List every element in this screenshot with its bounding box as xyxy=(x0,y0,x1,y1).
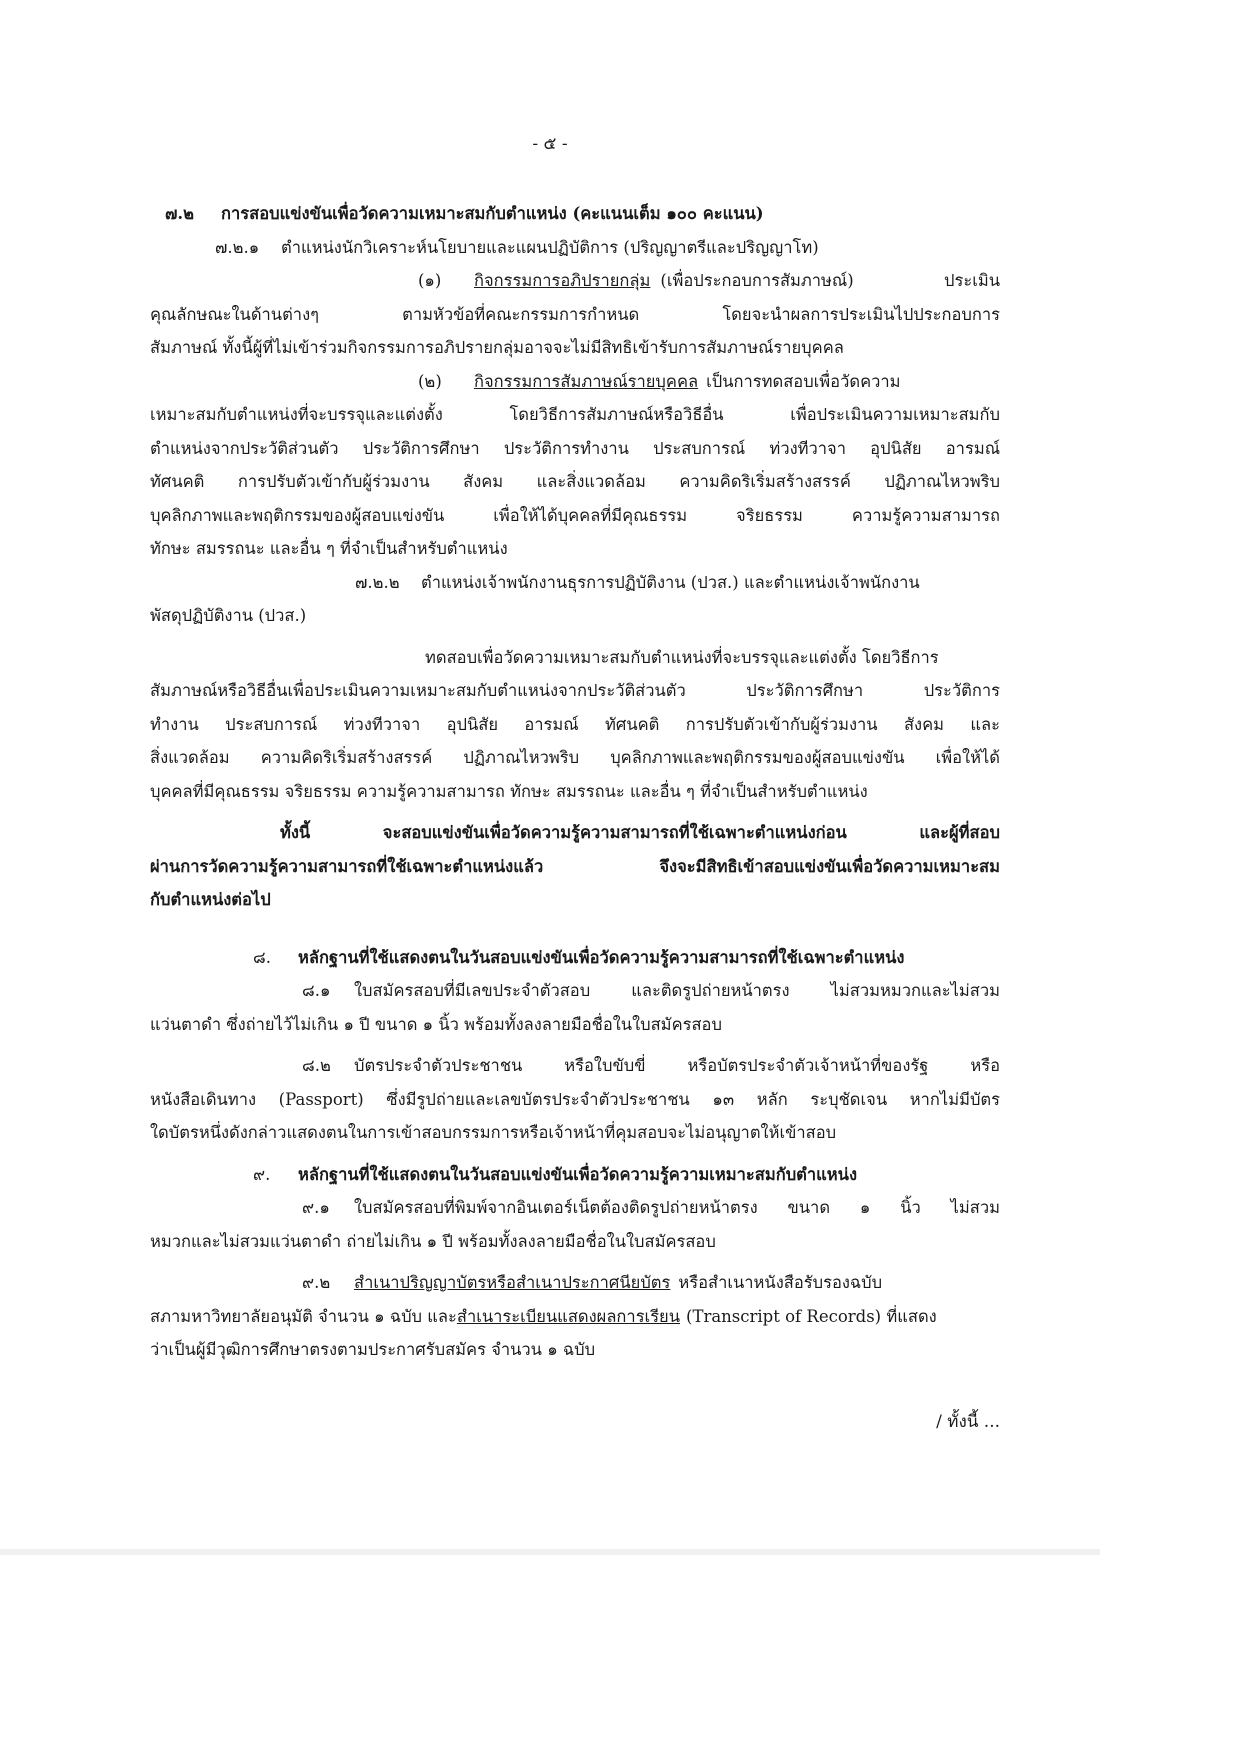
item-8-2-line-1 xyxy=(150,1049,1000,1083)
text-line: ตำแหน่งจากประวัติส่วนตัว ประวัติการศึกษา ประวัติการทำงาน ประสบการณ์ ท่วงทีวาจา อุปนิสัย อารมณ์ xyxy=(150,438,1000,458)
item-9-2-line-1 xyxy=(150,1266,1000,1300)
section-number: ๙. xyxy=(253,1164,271,1184)
paragraph-line xyxy=(150,599,1000,633)
item-number: (๑) xyxy=(418,271,442,290)
item-text: เป็นการทดสอบเพื่อวัดความ xyxy=(706,371,901,391)
section-number: ๘. xyxy=(253,947,271,967)
text-segment: สภามหาวิทยาลัยอนุมัติ จำนวน ๑ ฉบับ และ xyxy=(150,1306,457,1326)
item-2-line-1 xyxy=(150,365,1000,399)
item-text: หรือสำเนาหนังสือรับรองฉบับ xyxy=(678,1273,883,1292)
item-8-1-line-1 xyxy=(150,974,1000,1008)
item-text: ใบสมัครสอบที่มีเลขประจำตัวสอบ และติดรูปถ่ายหน้าตรง ไม่สวมหมวกและไม่สวม xyxy=(354,981,1000,1000)
section-title: หลักฐานที่ใช้แสดงตนในวันสอบแข่งขันเพื่อวัดความรู้ความสามารถที่ใช้เฉพาะตำแหน่ง xyxy=(298,947,905,967)
subsection-title: ตำแหน่งนักวิเคราะห์นโยบายและแผนปฏิบัติการ (ปริญญาตรีและปริญญาโท) xyxy=(281,237,819,257)
item-number: ๘.๒ xyxy=(302,1056,331,1075)
item-label: กิจกรรมการอภิปรายกลุ่ม xyxy=(474,271,651,290)
item-9-1-line-1 xyxy=(150,1191,1000,1225)
paragraph-line xyxy=(150,465,1000,499)
section-number: ๗.๒ xyxy=(165,204,195,223)
text-line: สิ่งแวดล้อม ความคิดริเริ่มสร้างสรรค์ ปฏิภาณไหวพริบ บุคลิกภาพและพฤติกรรมของผู้สอบแข่งขัน เพื่อให้ได้ xyxy=(150,748,1000,767)
paragraph-line xyxy=(150,674,1000,708)
subsection-number: ๗.๒.๑ xyxy=(215,237,260,257)
paragraph-line xyxy=(150,432,1000,466)
text-line: หนังสือเดินทาง (Passport) ซึ่งมีรูปถ่ายและเลขบัตรประจำตัวประชาชน ๑๓ หลัก ระบุชัดเจน หากไม่มีบัตร xyxy=(150,1089,1000,1109)
section-title: การสอบแข่งขันเพื่อวัดความเหมาะสมกับตำแหน่ง (คะแนนเต็ม ๑๐๐ คะแนน) xyxy=(221,204,764,223)
paragraph-line xyxy=(150,499,1000,533)
text-line: ผ่านการวัดความรู้ความสามารถที่ใช้เฉพาะตำแหน่งแล้ว จึงจะมีสิทธิเข้าสอบแข่งขันเพื่อวัดความเหมาะสม xyxy=(150,856,1000,876)
paragraph-line xyxy=(150,1116,1000,1150)
section-title: หลักฐานที่ใช้แสดงตนในวันสอบแข่งขันเพื่อวัดความรู้ความเหมาะสมกับตำแหน่ง xyxy=(298,1164,858,1184)
item-text: (เพื่อประกอบการสัมภาษณ์) ประเมิน xyxy=(660,271,1000,290)
text-line: ทั้งนี้ จะสอบแข่งขันเพื่อวัดความรู้ความสามารถที่ใช้เฉพาะตำแหน่งก่อน และผู้ที่สอบ xyxy=(280,823,1000,842)
item-number: ๘.๑ xyxy=(302,981,331,1000)
continuation-marker: / ทั้งนี้ ... xyxy=(936,1412,1000,1432)
item-label: สำเนาปริญญาบัตรหรือสำเนาประกาศนียบัตร xyxy=(354,1273,671,1292)
item-text: บัตรประจำตัวประชาชน หรือใบขับขี่ หรือบัตรประจำตัวเจ้าหน้าที่ของรัฐ หรือ xyxy=(354,1056,1000,1075)
text-line: กับตำแหน่งต่อไป xyxy=(150,890,271,909)
text-line: บุคลิกภาพและพฤติกรรมของผู้สอบแข่งขัน เพื่อให้ได้บุคคลที่มีคุณธรรม จริยธรรม ความรู้ความสามารถ xyxy=(150,505,1000,525)
subsection-7-2-2-heading xyxy=(150,566,1000,600)
paragraph-line xyxy=(150,1008,1000,1042)
item-number: ๙.๒ xyxy=(302,1273,331,1292)
section-7-2-heading xyxy=(150,197,1000,231)
subsection-title: ตำแหน่งเจ้าพนักงานธุรการปฏิบัติงาน (ปวส.) และตำแหน่งเจ้าพนักงาน xyxy=(421,572,920,592)
text-segment: (Transcript of Records) ที่แสดง xyxy=(686,1306,937,1326)
text-line: ทัศนคติ การปรับตัวเข้ากับผู้ร่วมงาน สังคม และสิ่งแวดล้อม ความคิดริเริ่มสร้างสรรค์ ปฏิภาณไหวพริบ xyxy=(150,472,1000,491)
item-1-line-1 xyxy=(150,264,1000,298)
text-line: พัสดุปฏิบัติงาน (ปวส.) xyxy=(150,606,307,625)
section-9-heading xyxy=(150,1158,1000,1192)
item-label: กิจกรรมการสัมภาษณ์รายบุคคล xyxy=(474,371,699,391)
text-line: ใดบัตรหนึ่งดังกล่าวแสดงตนในการเข้าสอบกรรมการหรือเจ้าหน้าที่คุมสอบจะไม่อนุญาตให้เข้าสอบ xyxy=(150,1123,837,1142)
item-text: ใบสมัครสอบที่พิมพ์จากอินเตอร์เน็ตต้องติดรูปถ่ายหน้าตรง ขนาด ๑ นิ้ว ไม่สวม xyxy=(354,1198,1000,1217)
note-line-3 xyxy=(150,883,1000,917)
text-line: บุคคลที่มีคุณธรรม จริยธรรม ความรู้ความสามารถ ทักษะ สมรรถนะ และอื่น ๆ ที่จำเป็นสำหรับตำแหน่ง xyxy=(150,781,868,801)
text-line: ทดสอบเพื่อวัดความเหมาะสมกับตำแหน่งที่จะบรรจุและแต่งตั้ง โดยวิธีการ xyxy=(425,647,939,667)
text-line: ว่าเป็นผู้มีวุฒิการศึกษาตรงตามประกาศรับสมัคร จำนวน ๑ ฉบับ xyxy=(150,1340,596,1359)
text-line: ทักษะ สมรรถนะ และอื่น ๆ ที่จำเป็นสำหรับตำแหน่ง xyxy=(150,539,508,558)
text-line: สัมภาษณ์หรือวิธีอื่นเพื่อประเมินความเหมาะสมกับตำแหน่งจากประวัติส่วนตัว ประวัติการศึกษา ประวัติการ xyxy=(150,681,1000,700)
paragraph-line xyxy=(150,398,1000,432)
scan-edge xyxy=(0,1549,1100,1555)
section-8-heading xyxy=(150,941,1000,975)
paragraph-line xyxy=(150,331,1000,365)
item-number: ๙.๑ xyxy=(302,1198,330,1217)
text-line: คุณลักษณะในด้านต่างๆ ตามหัวข้อที่คณะกรรมการกำหนด โดยจะนำผลการประเมินไปประกอบการ xyxy=(150,304,1000,324)
paragraph-line xyxy=(150,775,1000,809)
text-line: แว่นตาดำ ซึ่งถ่ายไว้ไม่เกิน ๑ ปี ขนาด ๑ นิ้ว พร้อมทั้งลงลายมือชื่อในใบสมัครสอบ xyxy=(150,1014,722,1034)
page-number: - ๕ - xyxy=(532,134,568,154)
paragraph-line xyxy=(150,741,1000,775)
item-label: สำเนาระเบียนแสดงผลการเรียน xyxy=(456,1306,681,1326)
subsection-number: ๗.๒.๒ xyxy=(355,572,400,592)
subsection-7-2-1-heading xyxy=(150,231,1000,265)
text-line: สัมภาษณ์ ทั้งนี้ผู้ที่ไม่เข้าร่วมกิจกรรมการอภิปรายกลุ่มอาจจะไม่มีสิทธิเข้ารับการสัมภาษณ์รายบุคคล xyxy=(150,338,844,357)
item-number: (๒) xyxy=(418,371,442,391)
paragraph-line xyxy=(150,1225,1000,1259)
note-line-1 xyxy=(150,816,1000,850)
paragraph-line xyxy=(150,708,1000,742)
text-line: หมวกและไม่สวมแว่นตาดำ ถ่ายไม่เกิน ๑ ปี พร้อมทั้งลงลายมือชื่อในใบสมัครสอบ xyxy=(150,1231,716,1251)
paragraph-line xyxy=(150,1083,1000,1117)
document-body xyxy=(150,197,1000,1367)
paragraph-line xyxy=(150,298,1000,332)
note-line-2 xyxy=(150,850,1000,884)
paragraph-line xyxy=(150,641,1000,675)
text-line: เหมาะสมกับตำแหน่งที่จะบรรจุและแต่งตั้ง โดยวิธีการสัมภาษณ์หรือวิธีอื่น เพื่อประเมินความเหมาะสมกับ xyxy=(150,405,1000,424)
paragraph-line xyxy=(150,1333,1000,1367)
paragraph-line xyxy=(150,1300,1000,1334)
paragraph-line xyxy=(150,532,1000,566)
text-line: ทำงาน ประสบการณ์ ท่วงทีวาจา อุปนิสัย อารมณ์ ทัศนคติ การปรับตัวเข้ากับผู้ร่วมงาน สังคม และ xyxy=(150,714,1000,734)
